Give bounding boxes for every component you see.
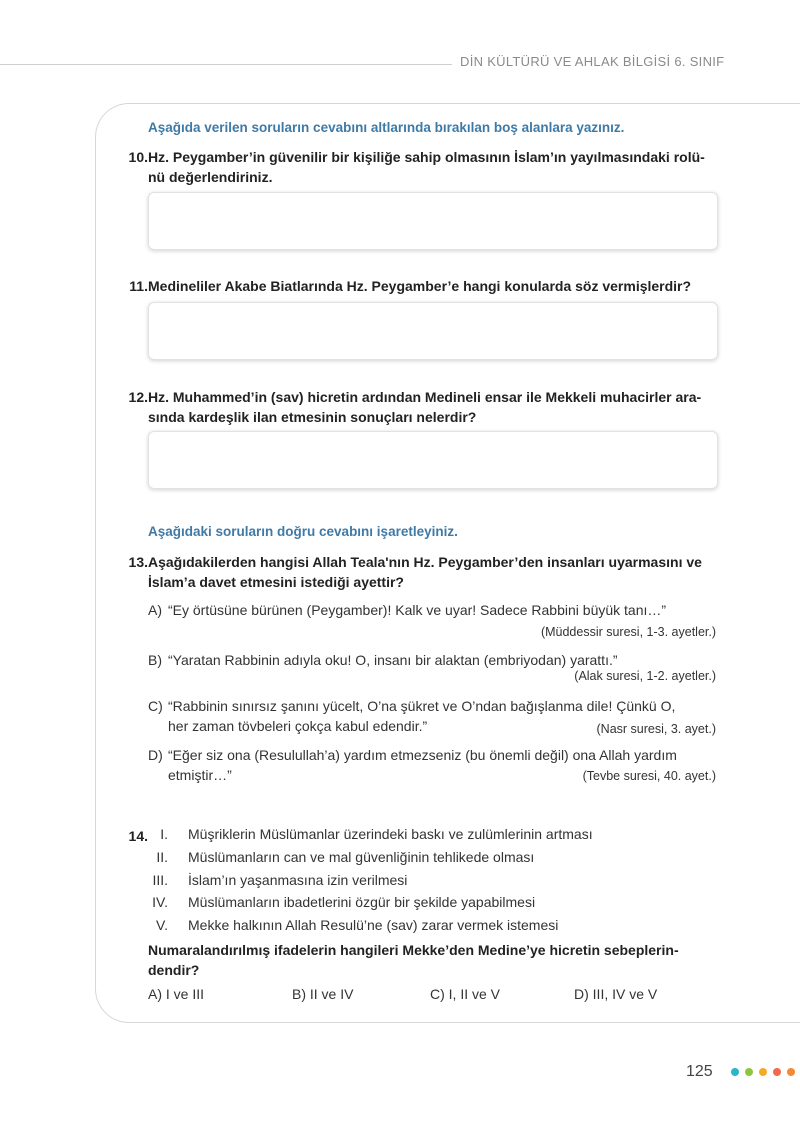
question-text-line2: nü değerlendiriniz. bbox=[148, 169, 273, 185]
question-text-line1: Medineliler Akabe Biatlarında Hz. Peygamber’e hangi konularda söz vermişlerdir? bbox=[148, 278, 692, 294]
dot-icon bbox=[759, 1068, 767, 1076]
statement-text: İslam’ın yaşanmasına izin verilmesi bbox=[188, 872, 408, 888]
option-source: (Tevbe suresi, 40. ayet.) bbox=[582, 769, 716, 783]
question-text-line2: dendir? bbox=[148, 962, 200, 978]
statement-text: Müslümanların can ve mal güvenliğinin tehlikede olması bbox=[188, 849, 535, 865]
dot-icon bbox=[773, 1068, 781, 1076]
question-text-line1: Hz. Muhammed’in (sav) hicretin ardından Medineli ensar ile Mekkeli muhacirler ara- bbox=[148, 389, 702, 405]
answer-box-11[interactable] bbox=[148, 302, 718, 360]
option-source: (Alak suresi, 1-2. ayetler.) bbox=[574, 669, 716, 683]
question-text-line1: Aşağıdakilerden hangisi Allah Teala'nın Hz. Peygamber’den insanları uyarmasını ve bbox=[148, 554, 702, 570]
roman-numeral: III. bbox=[152, 872, 168, 888]
option-14-c[interactable]: C) I, II ve V bbox=[430, 986, 501, 1002]
question-text-line2: İslam’a davet etmesini istediği ayettir? bbox=[148, 574, 404, 590]
option-letter: B) bbox=[148, 652, 162, 668]
option-source: (Müddessir suresi, 1-3. ayetler.) bbox=[540, 625, 716, 639]
question-number: 14. bbox=[128, 828, 148, 844]
header-title: DİN KÜLTÜRÜ VE AHLAK BİLGİSİ 6. SINIF bbox=[460, 54, 725, 69]
header-rule bbox=[0, 64, 452, 65]
question-text-line1: Numaralandırılmış ifadelerin hangileri Mekke’den Medine’ye hicretin sebeplerin- bbox=[148, 942, 679, 958]
option-source: (Nasr suresi, 3. ayet.) bbox=[596, 722, 716, 736]
section1-instruction: Aşağıda verilen soruların cevabını altlarında bırakılan boş alanlara yazınız. bbox=[148, 120, 625, 135]
question-text-line1: Hz. Peygamber’in güvenilir bir kişiliğe sahip olmasının İslam’ın yayılmasındaki rolü- bbox=[148, 149, 705, 165]
section2-instruction: Aşağıdaki soruların doğru cevabını işaretleyiniz. bbox=[148, 524, 458, 539]
statement-text: Mekke halkının Allah Resulü’ne (sav) zarar vermek istemesi bbox=[188, 917, 559, 933]
answer-box-12[interactable] bbox=[148, 431, 718, 489]
roman-numeral: IV. bbox=[152, 894, 168, 910]
question-14-options bbox=[148, 986, 718, 1006]
question-number: 10. bbox=[128, 149, 148, 165]
question-text-line2: sında kardeşlik ilan etmesinin sonuçları nelerdir? bbox=[148, 409, 477, 425]
roman-numeral: I. bbox=[160, 826, 168, 842]
option-text: “Yaratan Rabbinin adıyla oku! O, insanı bir alaktan (embriyodan) yarattı.” bbox=[168, 652, 618, 668]
option-14-d[interactable]: D) III, IV ve V bbox=[574, 986, 658, 1002]
answer-box-10[interactable] bbox=[148, 192, 718, 250]
option-letter: D) bbox=[148, 747, 163, 763]
dot-icon bbox=[787, 1068, 795, 1076]
statement-text: Müslümanların ibadetlerini özgür bir şekilde yapabilmesi bbox=[188, 894, 536, 910]
statement-text: Müşriklerin Müslümanlar üzerindeki baskı ve zulümlerinin artması bbox=[188, 826, 593, 842]
roman-numeral: V. bbox=[156, 917, 168, 933]
page-number: 125 bbox=[686, 1063, 713, 1080]
option-14-a[interactable]: A) I ve III bbox=[148, 986, 205, 1002]
dot-icon bbox=[731, 1068, 739, 1076]
option-letter: C) bbox=[148, 698, 163, 714]
question-number: 13. bbox=[128, 554, 148, 570]
question-number: 11. bbox=[129, 278, 148, 294]
roman-numeral: II. bbox=[156, 849, 168, 865]
question-number: 12. bbox=[128, 389, 148, 405]
dot-icon bbox=[745, 1068, 753, 1076]
option-text-line2: etmiştir…” bbox=[168, 767, 232, 783]
option-letter: A) bbox=[148, 602, 162, 618]
option-text-line2: her zaman tövbeleri çokça kabul edendir.” bbox=[168, 718, 428, 734]
option-14-b[interactable]: B) II ve IV bbox=[292, 986, 354, 1002]
option-text: “Ey örtüsüne bürünen (Peygamber)! Kalk ve uyar! Sadece Rabbini büyük tanı…” bbox=[168, 602, 667, 618]
option-text-line1: “Rabbinin sınırsız şanını yücelt, O’na şükret ve O’ndan bağışlanma dile! Çünkü O, bbox=[168, 698, 676, 714]
option-text-line1: “Eğer siz ona (Resulullah’a) yardım etmezseniz (bu önemli değil) ona Allah yardım bbox=[168, 747, 677, 763]
